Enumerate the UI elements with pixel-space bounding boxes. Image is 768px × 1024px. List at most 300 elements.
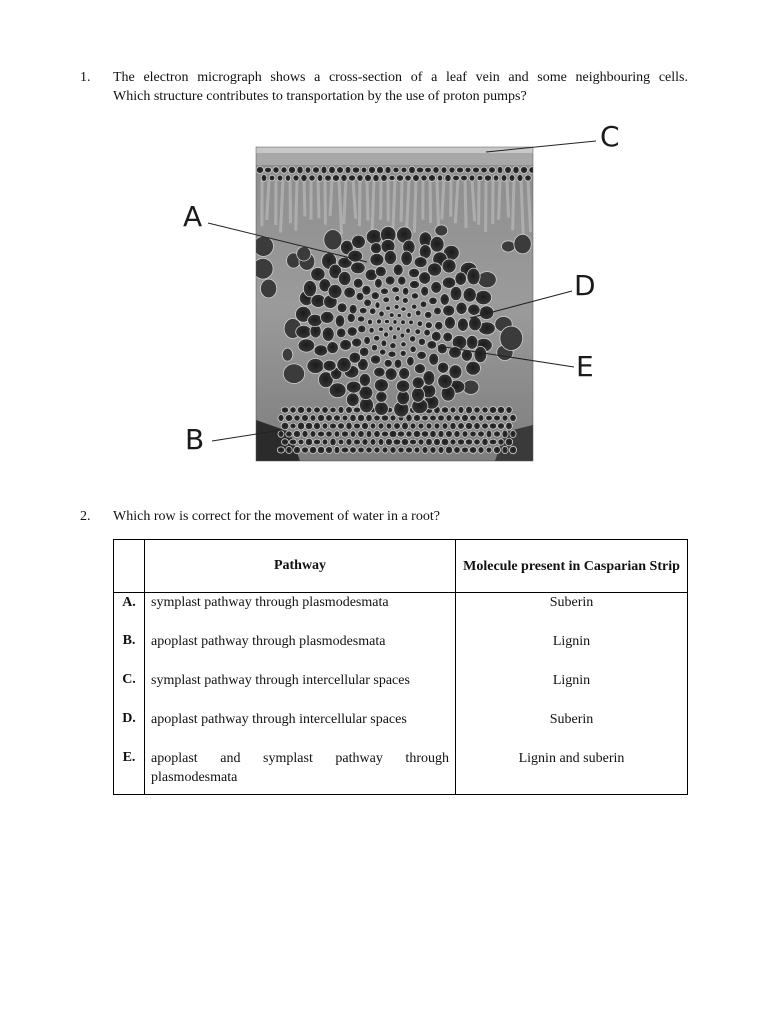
cell-shape [396,175,403,182]
cell-shape [509,446,516,454]
cell-shape [340,339,352,350]
cell-shape [385,276,395,285]
cell-shape [463,288,476,303]
cell-shape [426,423,432,429]
cell-shape [510,414,517,421]
cell-shape [434,423,440,429]
cell-shape [362,439,368,446]
cell-shape [366,430,372,437]
cell-shape [486,430,492,438]
cell-shape [278,414,284,421]
cell-shape [353,278,363,288]
cell-shape [294,415,300,421]
option-pathway: apoplast pathway through plasmodesmata [145,631,456,670]
cell-shape [366,229,382,244]
option-letter: D. [114,709,145,748]
label-d: D [574,269,596,302]
cell-shape [469,447,477,454]
cell-shape [338,406,344,413]
cell-shape [438,447,444,454]
cell-shape [338,271,351,285]
cell-shape [437,362,448,373]
cell-shape [376,391,387,402]
cell-shape [374,415,381,421]
cell-shape [261,279,277,298]
cell-shape [370,423,376,429]
cell-shape [502,241,516,252]
palisade-streak [290,180,291,223]
cell-shape [414,447,420,453]
cell-shape [409,439,416,445]
cell-shape [338,439,344,445]
cell-shape [342,415,348,421]
cell-shape [446,431,453,438]
table-row [114,670,688,709]
cell-shape [375,302,380,309]
cell-shape [322,423,328,429]
cell-shape [373,174,379,181]
cell-shape [371,292,379,300]
cell-shape [426,438,433,445]
cell-shape [388,351,396,357]
cell-shape [389,326,394,331]
cell-shape [374,367,385,377]
cell-shape [389,430,397,437]
cell-shape [346,407,353,414]
cell-shape [328,284,342,298]
cell-shape [393,264,403,276]
cell-shape [502,446,508,453]
label-e: E [576,350,594,383]
cell-shape [398,276,406,285]
answer-table [113,539,688,795]
palisade-streak [372,180,374,235]
cell-shape [441,407,448,414]
cell-shape [297,422,304,430]
palisade-streak [437,180,439,228]
cell-shape [456,302,467,314]
cell-shape [357,316,365,322]
cell-shape [402,297,408,303]
cell-shape [407,356,415,366]
cell-shape [350,431,356,438]
cell-shape [298,339,315,352]
cell-shape [324,230,342,250]
cell-shape [437,344,447,354]
cell-shape [381,175,388,182]
cell-shape [336,328,346,338]
cell-shape [411,293,418,299]
cell-shape [357,175,363,182]
label-c: C [600,120,620,153]
cell-shape [478,431,485,437]
cell-shape [337,303,347,313]
cell-shape [413,415,420,422]
cell-shape [478,415,484,422]
table-row [114,709,688,748]
cell-shape [509,175,515,182]
cell-shape [421,175,427,181]
cell-shape [462,414,469,421]
cell-shape [384,319,389,323]
cell-shape [286,446,292,453]
cell-shape [520,167,527,174]
cell-shape [406,431,412,438]
cell-shape [347,327,357,337]
cell-shape [431,331,441,341]
cell-shape [322,439,328,445]
cell-shape [381,415,389,421]
cell-shape [409,166,416,173]
cell-shape [334,446,340,453]
option-pathway: apoplast and symplast pathway through plasmodesmata [145,748,456,795]
cell-shape [424,329,431,336]
cell-shape [441,167,447,174]
cell-shape [400,333,405,338]
cell-shape [506,407,512,414]
cell-shape [330,407,336,413]
cell-shape [361,422,368,429]
cell-shape [307,359,324,374]
cell-shape [374,447,380,453]
cell-shape [286,431,293,437]
cell-shape [421,431,429,438]
cell-shape [466,361,481,375]
cell-shape [474,439,481,445]
cell-shape [378,439,384,446]
cell-shape [288,166,295,173]
cell-shape [374,335,380,341]
cell-shape [306,407,312,413]
option-molecule: Lignin [456,631,688,670]
cell-shape [375,402,389,416]
cell-shape [368,166,375,173]
palisade-streak [513,180,514,230]
cell-shape [346,439,352,446]
cell-shape [385,368,397,381]
cell-shape [413,175,420,182]
cell-shape [374,379,388,392]
cell-shape [409,320,414,325]
cell-shape [370,355,380,364]
cell-shape [474,407,480,413]
cell-shape [449,167,455,173]
cell-shape [450,286,462,300]
cell-shape [370,243,381,254]
cell-shape [277,447,284,453]
cell-shape [329,166,336,174]
cell-shape [456,167,463,173]
question-2-text: Which row is correct for the movement of water in a root? [113,509,440,524]
cell-shape [310,415,316,422]
cell-shape [406,414,412,422]
cell-shape [486,415,493,421]
cell-shape [401,251,413,266]
cell-shape [347,313,355,322]
cell-shape [326,431,333,437]
cell-shape [369,327,374,333]
cell-shape [310,431,316,438]
cell-shape [474,422,481,429]
cell-shape [400,350,406,356]
cell-shape [517,174,523,181]
cell-shape [346,422,352,430]
cell-shape [445,446,452,454]
cell-shape [417,351,427,359]
cell-shape [494,446,501,453]
palisade-streak [414,180,416,233]
cell-shape [359,373,370,386]
option-pathway: symplast pathway through intercellular spaces [145,670,456,709]
cell-shape [350,447,357,454]
cell-shape [434,307,442,315]
cell-shape [322,327,334,341]
palisade-streak [499,180,500,220]
cell-shape [425,322,432,329]
cell-shape [282,439,289,446]
palisade-streak [393,180,395,231]
cell-shape [484,175,491,181]
cell-shape [409,281,419,289]
cell-shape [317,414,324,421]
cell-shape [305,167,311,174]
cell-shape [406,328,411,334]
cell-shape [398,447,404,453]
cell-shape [493,175,499,181]
cell-shape [376,319,381,324]
cell-shape [481,167,488,173]
cell-shape [429,353,439,365]
cell-shape [379,311,385,317]
cell-shape [384,359,392,367]
cell-shape [285,175,290,182]
cell-shape [412,377,424,389]
cell-shape [434,438,441,445]
cell-shape [303,280,316,297]
cell-shape [297,407,305,414]
cell-shape [273,167,279,174]
cell-shape [350,414,357,422]
cell-shape [305,422,313,429]
cell-shape [416,167,424,173]
cell-shape [446,415,452,422]
cell-shape [498,423,505,430]
cell-shape [413,430,421,437]
cell-shape [502,430,508,438]
cell-shape [513,166,519,174]
cell-shape [424,311,432,318]
cell-shape [265,167,272,173]
cell-shape [322,407,329,414]
label-a: A [183,200,203,233]
cell-shape [393,439,401,445]
cell-shape [317,446,324,453]
cell-shape [454,447,461,454]
palisade-streak [507,180,509,218]
cell-shape [435,225,448,236]
cell-shape [366,414,373,422]
cell-shape [442,259,456,273]
cell-shape [309,446,316,453]
cell-shape [489,423,496,429]
cell-shape [465,167,471,173]
cell-shape [401,438,409,445]
cell-shape [294,446,301,453]
cell-shape [429,297,438,305]
cell-shape [422,447,428,454]
cell-shape [375,266,386,277]
option-letter: A. [114,593,145,632]
cell-shape [344,287,356,298]
cell-shape [390,343,396,349]
label-b: B [185,423,205,456]
cell-shape [281,422,289,430]
cell-shape [364,299,372,307]
question-1-line-1: The electron micrograph shows a cross-section of a leaf vein and some neighbouring cells. [113,70,688,85]
option-molecule: Suberin [456,593,688,632]
cell-shape [430,447,436,454]
cell-shape [437,175,443,181]
cell-shape [277,175,283,181]
cell-shape [365,174,372,181]
cell-shape [290,407,296,414]
cell-shape [341,447,349,453]
cell-shape [285,415,293,422]
table-row [114,631,688,670]
cell-shape [371,344,377,351]
cell-shape [473,167,480,173]
cell-shape [341,431,348,437]
leaf-vein-micrograph-figure [0,0,768,500]
cell-shape [418,423,424,429]
cell-shape [427,341,437,350]
cell-shape [482,407,488,413]
palisade-streak [330,180,332,216]
cell-shape [475,290,491,304]
cell-shape [505,166,512,173]
cell-shape [397,431,405,437]
cell-shape [335,315,345,327]
cell-shape [497,166,503,173]
cell-shape [438,415,445,421]
header-molecule: Molecule present in Casparian Strip [456,540,688,593]
cell-shape [384,250,396,264]
cell-shape [366,447,373,453]
cell-shape [364,336,371,344]
cell-shape [341,174,347,181]
cell-shape [309,175,315,181]
cell-shape [381,340,387,347]
cell-shape [401,307,406,312]
question-1-line-2: Which structure contributes to transportation by the use of proton pumps? [113,89,527,104]
cell-shape [361,167,367,173]
cell-shape [334,431,340,438]
cell-shape [326,415,333,422]
cell-shape [290,423,296,429]
cell-shape [345,166,351,173]
cell-shape [314,407,321,413]
cell-shape [396,380,410,392]
cell-shape [394,423,401,430]
cell-shape [410,346,416,353]
cell-shape [425,167,432,173]
cell-shape [468,304,480,315]
cell-shape [412,387,425,402]
cell-shape [440,294,449,306]
cell-shape [261,174,267,181]
cell-shape [450,407,456,413]
cell-shape [466,406,473,414]
palisade-streak [401,180,402,222]
cell-shape [346,381,361,393]
cell-shape [419,272,431,285]
cell-shape [302,447,309,453]
cell-shape [390,447,396,454]
option-pathway: apoplast pathway through intercellular spaces [145,709,456,748]
cell-shape [320,311,334,323]
cell-shape [390,415,396,421]
cell-shape [469,317,482,331]
cell-shape [510,430,516,437]
cell-shape [281,167,287,174]
cell-shape [501,175,507,182]
cell-shape [348,175,355,181]
cell-shape [351,262,366,274]
cell-shape [314,345,328,356]
cell-shape [466,335,478,349]
cell-shape [497,406,504,413]
cell-shape [283,364,304,384]
cell-shape [430,236,444,252]
cell-shape [399,368,410,380]
cell-shape [325,447,332,454]
cell-shape [430,415,437,421]
cell-shape [457,439,464,445]
cell-shape [418,439,424,445]
cell-shape [458,406,464,413]
cell-shape [396,327,400,331]
micrograph-image [0,0,768,500]
cell-shape [337,167,344,174]
cell-shape [474,346,487,362]
cell-shape [478,447,484,454]
header-pathway: Pathway [145,540,456,593]
cell-shape [378,327,384,332]
cell-shape [465,439,472,445]
cell-shape [317,431,324,437]
cell-shape [525,175,532,181]
cell-shape [383,297,390,303]
option-molecule: Lignin [456,670,688,709]
cell-shape [301,174,307,181]
cell-shape [505,438,512,446]
cell-shape [409,268,420,278]
cell-shape [514,234,531,253]
cell-shape [293,175,299,181]
cell-shape [376,166,383,174]
cell-shape [379,349,386,355]
cell-shape [357,414,364,422]
answer-table-header-row [114,540,688,593]
cell-shape [354,439,361,445]
cell-shape [498,439,504,445]
cell-shape [349,352,361,363]
cell-shape [386,423,392,429]
cell-shape [442,423,448,430]
palisade-streak [304,180,305,217]
palisade-streak [465,180,466,228]
cell-shape [431,282,442,294]
